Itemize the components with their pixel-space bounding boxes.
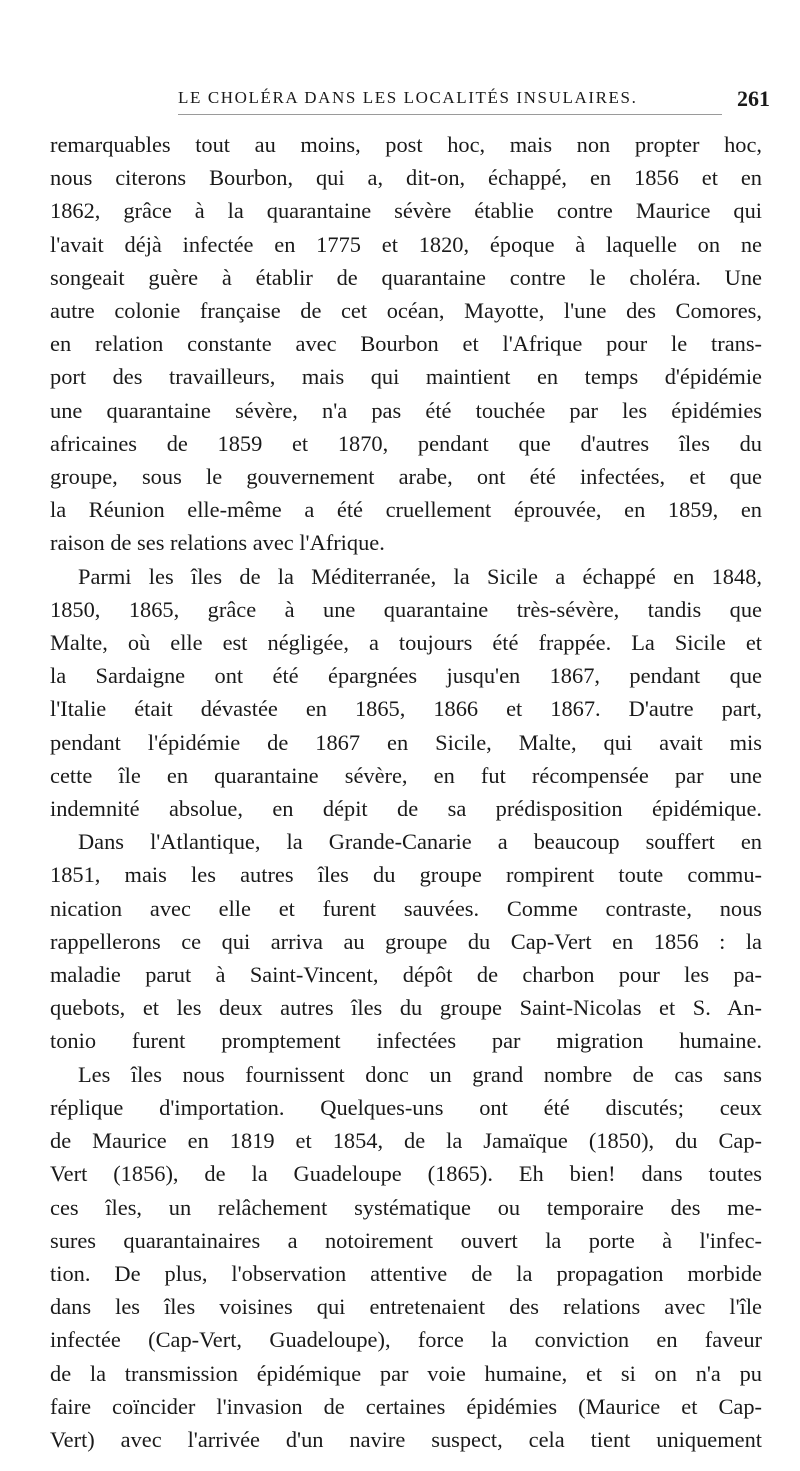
text-line: indemnité absolue, en dépit de sa prédisposition épidémique. bbox=[50, 796, 762, 822]
text-line: maladie parut à Saint-Vincent, dépôt de charbon pour les pa- bbox=[50, 962, 762, 988]
text-line: ces îles, un relâchement systématique ou temporaire des me- bbox=[50, 1194, 762, 1220]
book-page bbox=[50, 86, 770, 1456]
text-line: songeait guère à établir de quarantaine contre le choléra. Une bbox=[50, 264, 762, 290]
text-line: Les îles nous fournissent donc un grand nombre de cas sans bbox=[78, 1061, 762, 1087]
text-line: Parmi les îles de la Méditerranée, la Sicile a échappé en 1848, bbox=[78, 563, 762, 589]
text-line: nication avec elle et furent sauvées. Comme contraste, nous bbox=[50, 895, 762, 921]
text-line: infectée (Cap-Vert, Guadeloupe), force la conviction en faveur bbox=[50, 1327, 762, 1353]
text-line: sures quarantainaires a notoirement ouvert la porte à l'infec- bbox=[50, 1227, 762, 1253]
text-line: tion. De plus, l'observation attentive de la propagation morbide bbox=[50, 1260, 762, 1286]
text-line: de la transmission épidémique par voie humaine, et si on n'a pu bbox=[50, 1360, 762, 1386]
text-line: nous citerons Bourbon, qui a, dit-on, échappé, en 1856 et en bbox=[50, 165, 762, 191]
text-line: quebots, et les deux autres îles du groupe Saint-Nicolas et S. An- bbox=[50, 995, 762, 1021]
text-line: dans les îles voisines qui entretenaient des relations avec l'île bbox=[50, 1294, 762, 1320]
header-rule bbox=[178, 114, 722, 115]
body-text bbox=[50, 128, 762, 1456]
text-line: rappellerons ce qui arriva au groupe du Cap-Vert en 1856 : la bbox=[50, 928, 762, 954]
text-line: l'Italie était dévastée en 1865, 1866 et 1867. D'autre part, bbox=[50, 696, 762, 722]
text-line: cette île en quarantaine sévère, en fut récompensée par une bbox=[50, 762, 762, 788]
text-line: la Réunion elle-même a été cruellement éprouvée, en 1859, en bbox=[50, 497, 762, 523]
text-line: autre colonie française de cet océan, Mayotte, l'une des Comores, bbox=[50, 298, 762, 324]
text-line: Vert) avec l'arrivée d'un navire suspect, cela tient uniquement bbox=[50, 1426, 762, 1452]
text-line: 1862, grâce à la quarantaine sévère établie contre Maurice qui bbox=[50, 198, 762, 224]
text-line: faire coïncider l'invasion de certaines épidémies (Maurice et Cap- bbox=[50, 1393, 762, 1419]
text-line: 1850, 1865, grâce à une quarantaine très-sévère, tandis que bbox=[50, 596, 762, 622]
text-line: port des travailleurs, mais qui maintient en temps d'épidémie bbox=[50, 364, 762, 390]
text-line: en relation constante avec Bourbon et l'Afrique pour le trans- bbox=[50, 331, 762, 357]
page-number: 261 bbox=[737, 86, 770, 111]
page-header bbox=[50, 86, 770, 128]
text-line: Dans l'Atlantique, la Grande-Canarie a beaucoup souffert en bbox=[78, 829, 762, 855]
text-line: de Maurice en 1819 et 1854, de la Jamaïque (1850), du Cap- bbox=[50, 1128, 762, 1154]
text-line: pendant l'épidémie de 1867 en Sicile, Malte, qui avait mis bbox=[50, 729, 762, 755]
text-line: réplique d'importation. Quelques-uns ont été discutés; ceux bbox=[50, 1094, 762, 1120]
text-line: remarquables tout au moins, post hoc, mais non propter hoc, bbox=[50, 132, 762, 157]
text-line: tonio furent promptement infectées par migration humaine. bbox=[50, 1028, 762, 1054]
text-line: africaines de 1859 et 1870, pendant que d'autres îles du bbox=[50, 430, 762, 456]
text-line: raison de ses relations avec l'Afrique. bbox=[50, 530, 385, 556]
text-line: Malte, où elle est négligée, a toujours été frappée. La Sicile et bbox=[50, 630, 762, 656]
running-head: LE CHOLÉRA DANS LES LOCALITÉS INSULAIRES. bbox=[178, 88, 638, 107]
text-line: la Sardaigne ont été épargnées jusqu'en 1867, pendant que bbox=[50, 663, 762, 689]
text-line: 1851, mais les autres îles du groupe rompirent toute commu- bbox=[50, 862, 762, 888]
text-line: groupe, sous le gouvernement arabe, ont été infectées, et que bbox=[50, 464, 762, 490]
text-line: l'avait déjà infectée en 1775 et 1820, époque à laquelle on ne bbox=[50, 231, 762, 257]
text-line: Vert (1856), de la Guadeloupe (1865). Eh bien! dans toutes bbox=[50, 1161, 762, 1187]
text-line: une quarantaine sévère, n'a pas été touchée par les épidémies bbox=[50, 397, 762, 423]
